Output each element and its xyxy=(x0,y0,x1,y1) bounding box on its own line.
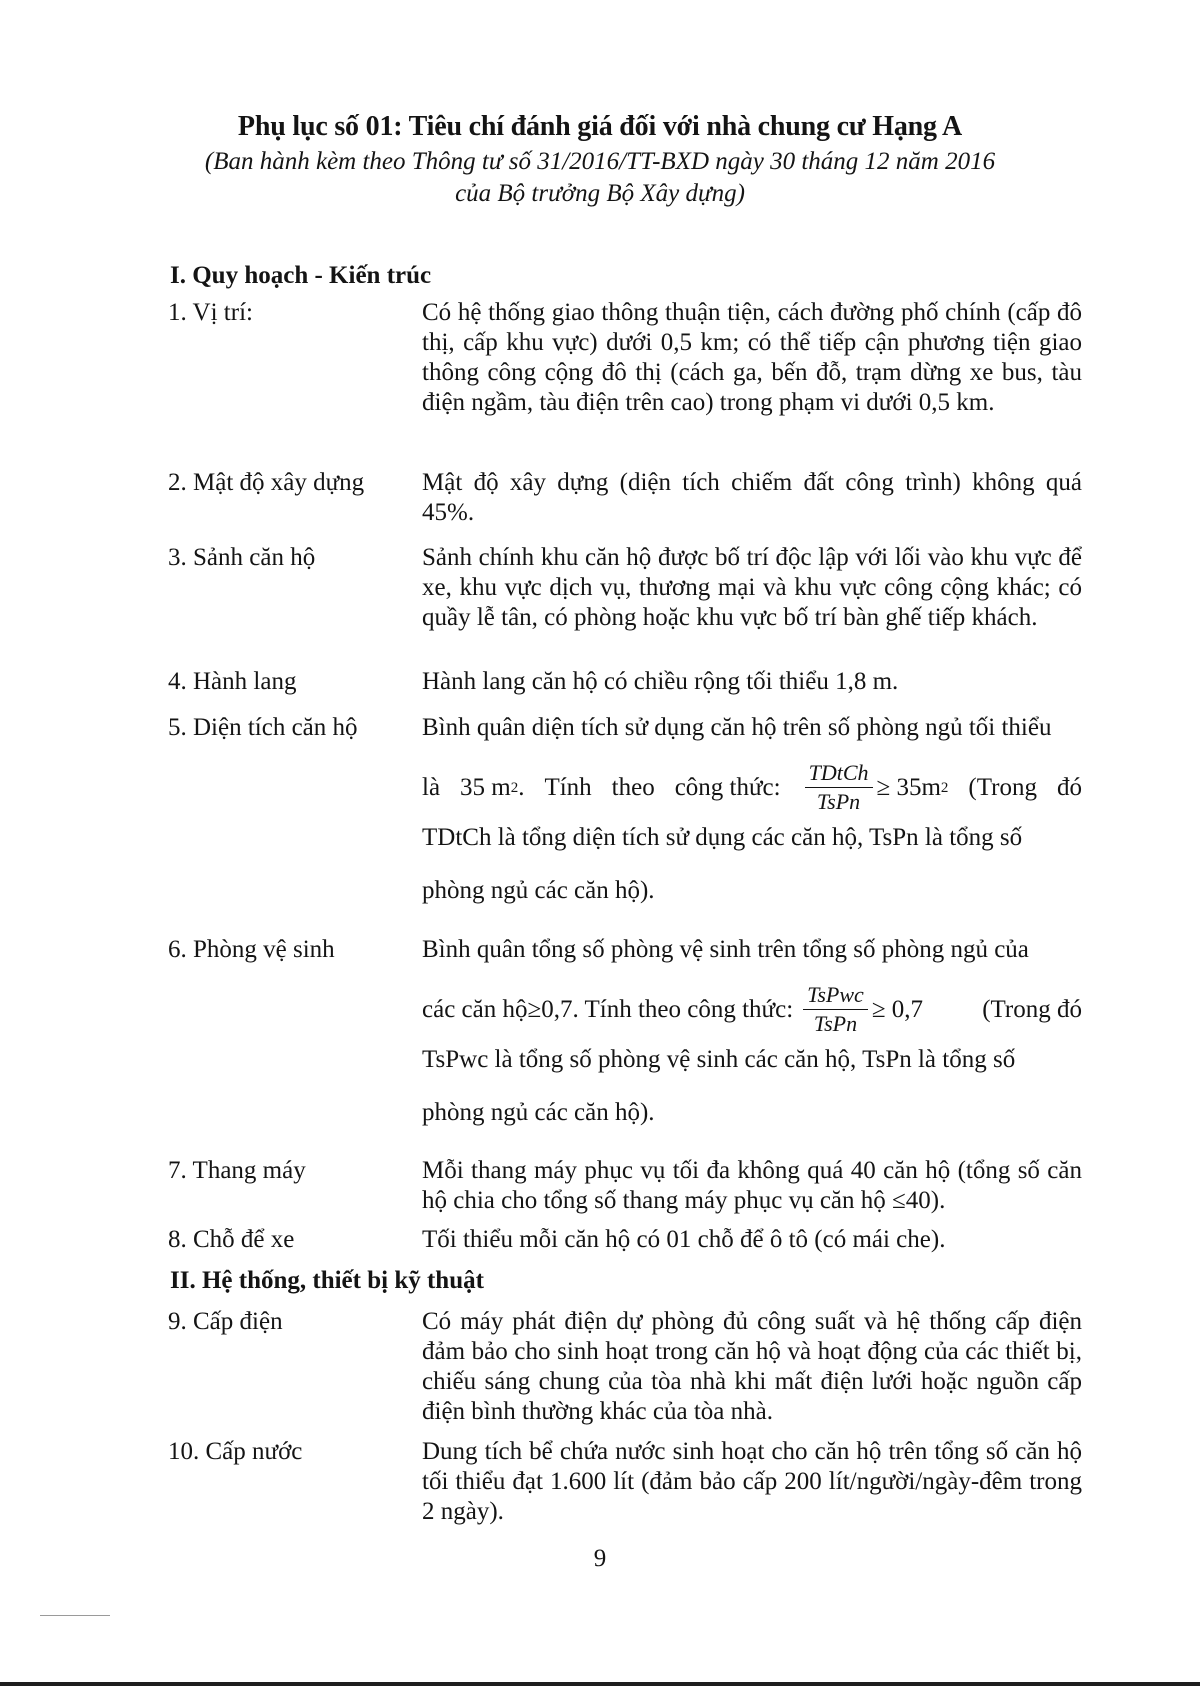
appendix-subtitle-line2: của Bộ trưởng Bộ Xây dựng) xyxy=(455,180,745,207)
item-text-parking: Tối thiểu mỗi căn hộ có 01 chỗ để ô tô (có mái che). xyxy=(422,1226,946,1253)
formula-word: là xyxy=(422,773,441,801)
formula-word: (Trong xyxy=(968,773,1037,801)
formula-value: 35 m 2 . xyxy=(460,773,525,801)
item-text-apartment-area-line1: Bình quân diện tích sử dụng căn hộ trên số phòng ngủ tối thiểu xyxy=(422,714,1052,741)
item-label-water-supply: 10. Cấp nước xyxy=(168,1438,303,1465)
bathroom-formula-line xyxy=(422,982,1082,1037)
item-text-apartment-area-line3: TDtCh là tổng diện tích sử dụng các căn hộ, TsPn là tổng số xyxy=(422,824,1023,851)
fraction xyxy=(805,760,873,815)
item-label-corridor: 4. Hành lang xyxy=(168,668,297,695)
item-text-building-density: Mật độ xây dựng (diện tích chiếm đất công trình) không quá 45%. xyxy=(422,469,1082,526)
footer-divider xyxy=(0,1682,1200,1686)
item-label-elevators: 7. Thang máy xyxy=(168,1157,306,1184)
formula-word: (Trong đó xyxy=(982,995,1082,1023)
item-label-parking: 8. Chỗ để xe xyxy=(168,1226,295,1253)
item-text-bathrooms-line1: Bình quân tổng số phòng vệ sinh trên tổng số phòng ngủ của xyxy=(422,936,1029,963)
fraction-numerator: TDtCh xyxy=(805,760,873,788)
formula-word: Tính xyxy=(544,773,592,801)
item-text-elevators: Mỗi thang máy phục vụ tối đa không quá 40 căn hộ (tổng số căn hộ chia cho tổng số thang máy phục vụ căn hộ ≤40). xyxy=(422,1157,1082,1214)
item-text-bathrooms-line3: TsPwc là tổng số phòng vệ sinh các căn hộ, TsPn là tổng số xyxy=(422,1046,1016,1073)
item-label-building-density: 2. Mật độ xây dựng xyxy=(168,469,365,496)
bathroom-ratio-formula: $\frac{\text{TsPwc}}{\text{TsPn}}$ ≥ 0,7 xyxy=(799,982,923,1037)
item-text-apartment-lobby: Sảnh chính khu căn hộ được bố trí độc lập với lối vào khu vực để xe, khu vực dịch vụ, thương mại và khu vực công cộng khác; có quầy lễ tân, có phòng hoặc khu vực bố trí bàn ghế tiếp khách. xyxy=(422,544,1082,631)
formula-word: đó xyxy=(1056,773,1082,801)
item-label-apartment-lobby: 3. Sảnh căn hộ xyxy=(168,544,316,571)
item-label-bathrooms: 6. Phòng vệ sinh xyxy=(168,936,335,963)
item-text-power-supply: Có máy phát điện dự phòng đủ công suất và hệ thống cấp điện đảm bảo cho sinh hoạt trong căn hộ và hoạt động của các thiết bị, chiếu sáng chung của tòa nhà khi mất điện lưới hoặc nguồn cấp điện bình thường khác của tòa nhà. xyxy=(422,1308,1082,1425)
item-label-apartment-area: 5. Diện tích căn hộ xyxy=(168,714,358,741)
item-label-location: 1. Vị trí: xyxy=(168,299,253,326)
apartment-area-formula-line xyxy=(422,760,1082,815)
item-text-location: Có hệ thống giao thông thuận tiện, cách đường phố chính (cấp đô thị, cấp khu vực) dưới 0,5 km; có thể tiếp cận phương tiện giao thông công cộng đô thị (cách ga, bến đỗ, trạm dừng xe bus, tàu điện ngầm, tàu điện trên cao) trong phạm vi dưới 0,5 km. xyxy=(422,299,1082,416)
item-text-bathrooms-line4: phòng ngủ các căn hộ). xyxy=(422,1099,655,1126)
page-number: 9 xyxy=(593,1545,607,1572)
formula-lead: các căn hộ≥0,7. Tính theo công thức: xyxy=(422,995,794,1023)
formula-word: công thức: xyxy=(674,773,781,801)
appendix-title: Phụ lục số 01: Tiêu chí đánh giá đối với nhà chung cư Hạng A xyxy=(237,111,963,142)
section-heading-planning: I. Quy hoạch - Kiến trúc xyxy=(170,262,432,289)
item-text-water-supply: Dung tích bể chứa nước sinh hoạt cho căn hộ trên tổng số căn hộ tối thiểu đạt 1.600 lít (đảm bảo cấp 200 lít/người/ngày-đêm trong 2 ngày). xyxy=(422,1438,1082,1525)
fraction-denominator: TsPn xyxy=(816,789,861,814)
appendix-subtitle-line1: (Ban hành kèm theo Thông tư số 31/2016/TT-BXD ngày 30 tháng 12 năm 2016 xyxy=(204,148,996,175)
item-text-apartment-area-line4: phòng ngủ các căn hộ). xyxy=(422,877,655,904)
item-label-power-supply: 9. Cấp điện xyxy=(168,1308,283,1335)
section-heading-technical-systems: II. Hệ thống, thiết bị kỹ thuật xyxy=(170,1267,484,1294)
footer-short-divider xyxy=(40,1615,110,1616)
fraction-numerator: TsPwc xyxy=(803,982,868,1010)
item-text-corridor: Hành lang căn hộ có chiều rộng tối thiểu 1,8 m. xyxy=(422,668,899,695)
formula-word: theo xyxy=(611,773,655,801)
area-ratio-formula: $\frac{\text{TDtCh}}{\text{TsPn}}$ ≥ 35m 2 xyxy=(801,760,949,815)
fraction xyxy=(803,982,868,1037)
fraction-denominator: TsPn xyxy=(813,1011,858,1036)
